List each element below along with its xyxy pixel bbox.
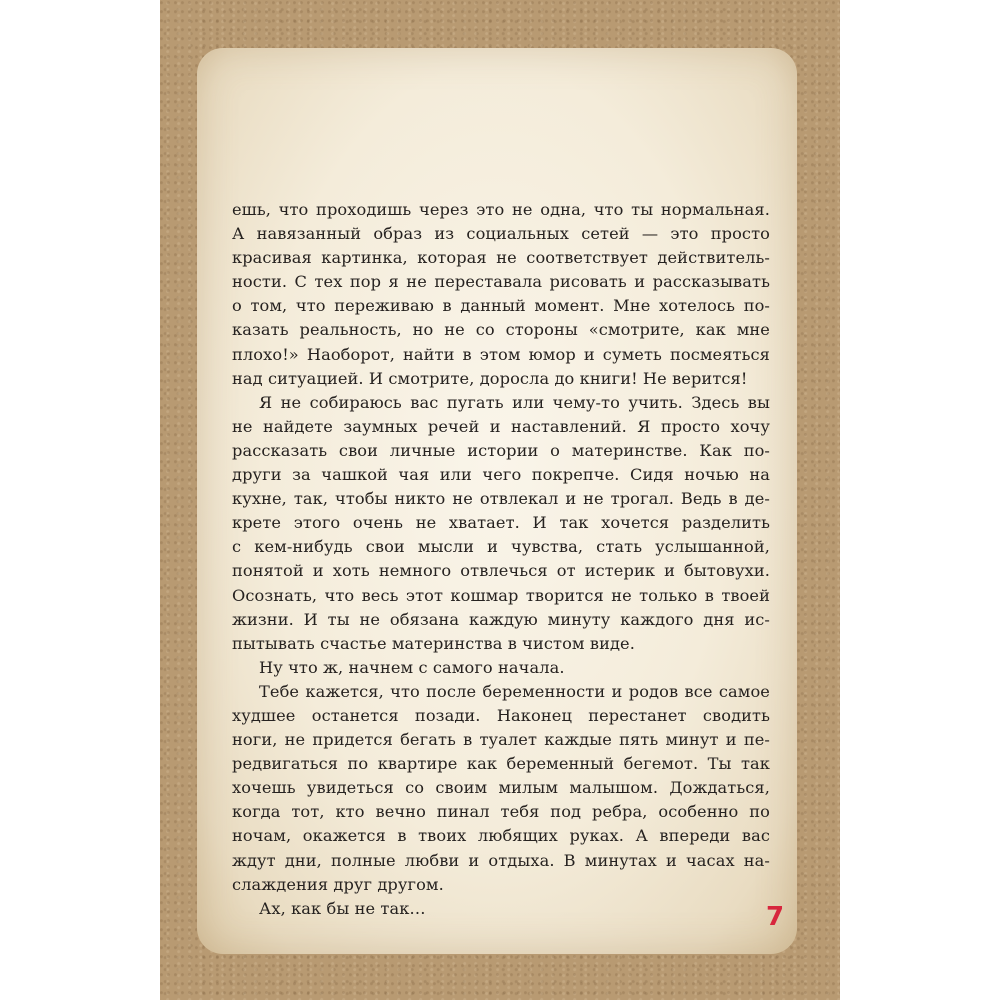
text-line: кухне, так, чтобы никто не отвлекал и не трогал. Ведь в де-	[232, 489, 770, 509]
text-line: жизни. И ты не обязана каждую минуту каждого дня ис-	[232, 609, 770, 629]
text-line: не найдете заумных речей и наставлений. Я просто хочу	[232, 416, 770, 436]
text-line: Я не собираюсь вас пугать или чему-то учить. Здесь вы	[259, 392, 770, 412]
text-line: над ситуацией. И смотрите, доросла до книги! Не верится!	[232, 368, 748, 388]
text-line: плохо!» Наоборот, найти в этом юмор и суметь посмеяться	[232, 344, 770, 364]
page-number: 7	[766, 902, 785, 932]
text-line: Ах, как бы не так…	[259, 898, 426, 918]
text-line: хочешь увидеться со своим милым малышом. Дождаться,	[232, 778, 770, 798]
text-line: Ну что ж, начнем с самого начала.	[259, 657, 565, 677]
text-line: когда тот, кто вечно пинал тебя под ребра, особенно по	[232, 802, 770, 822]
text-line: Тебе кажется, что после беременности и родов все самое	[259, 681, 770, 701]
text-line: пытывать счастье материнства в чистом виде.	[232, 633, 635, 653]
text-line: слаждения друг другом.	[232, 874, 444, 894]
text-line: ности. С тех пор я не переставала рисовать и рассказывать	[232, 272, 770, 292]
text-line: худшее останется позади. Наконец перестанет сводить	[232, 705, 770, 725]
text-line: други за чашкой чая или чего покрепче. Сидя ночью на	[232, 465, 770, 485]
text-line: с кем-нибудь свои мысли и чувства, стать услышанной,	[232, 537, 770, 557]
text-line: редвигаться по квартире как беременный бегемот. Ты так	[232, 754, 770, 774]
text-line: крете этого очень не хватает. И так хочется разделить	[232, 513, 770, 533]
page-body-text	[232, 198, 770, 921]
text-line: красивая картинка, которая не соответствует действитель-	[232, 248, 770, 268]
text-line: ночам, окажется в твоих любящих руках. А впереди вас	[232, 826, 770, 846]
text-line: Осознать, что весь этот кошмар творится не только в твоей	[232, 585, 770, 605]
text-line: ноги, не придется бегать в туалет каждые пять минут и пе-	[232, 730, 770, 750]
text-line: ешь, что проходишь через это не одна, что ты нормальная.	[232, 200, 770, 219]
text-line: о том, что переживаю в данный момент. Мне хотелось по-	[232, 296, 770, 316]
text-line: рассказать свои личные истории о материнстве. Как по-	[232, 440, 770, 460]
text-line: А навязанный образ из социальных сетей — это просто	[232, 224, 770, 244]
text-line: казать реальность, но не со стороны «смотрите, как мне	[232, 320, 770, 340]
text-line: понятой и хоть немного отвлечься от истерик и бытовухи.	[232, 561, 770, 581]
text-line: ждут дни, полные любви и отдыха. В минутах и часах на-	[232, 850, 770, 870]
